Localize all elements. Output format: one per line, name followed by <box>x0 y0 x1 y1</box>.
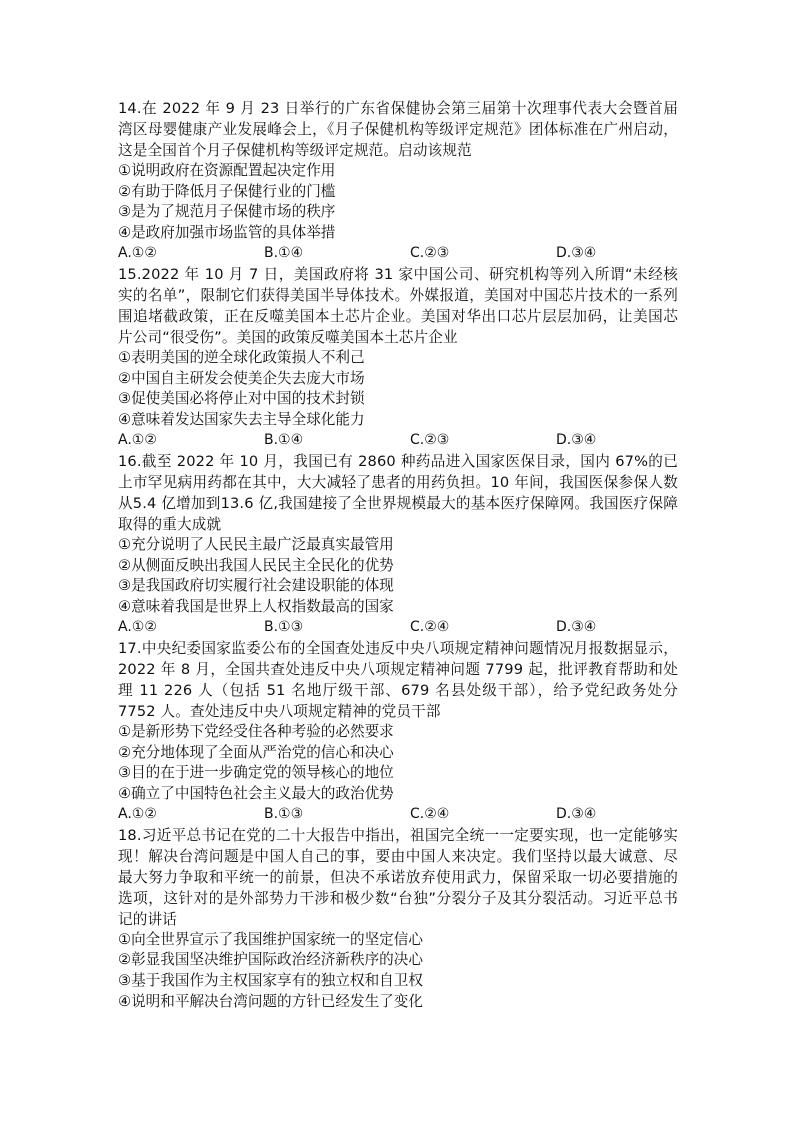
question-stem: 17.中央纪委国家监委公布的全国查处违反中央八项规定精神问题情况月报数据显示，2022 年 8 月，全国共查处违反中央八项规定精神问题 7799 起，批评教育帮助和处理 11 226 人（包括 51 名地厅级干部、679 名县处级干部），给予党纪政务处分 7752 人。查处违反中央八项规定精神的党员干部 <box>118 639 678 720</box>
choice-c: C.②④ <box>410 619 450 636</box>
choice-a: A.①② <box>118 245 157 262</box>
choice-d: D.③④ <box>556 619 597 636</box>
choice-c: C.②④ <box>410 806 450 823</box>
question-15 <box>118 264 678 451</box>
question-17 <box>118 638 678 825</box>
question-stem: 16.截至 2022 年 10 月，我国已有 2860 种药品进入国家医保目录，国内 67%的已上市罕见病用药都在其中，大大减轻了患者的用药负担。10 年间，我国医保参保人数从5.4 亿增加到13.6 亿,我国建接了全世界规模最大的基本医疗保障网。我国医疗保障取得的重大成就 <box>118 452 678 533</box>
choice-b: B.①③ <box>264 619 304 636</box>
choice-c: C.②③ <box>410 432 450 449</box>
option-2: ②从侧面反映出我国人民民主全民化的优势 <box>118 556 394 574</box>
choice-b: B.①④ <box>264 432 304 449</box>
choice-d: D.③④ <box>556 432 597 449</box>
option-2: ②充分地体现了全面从严治党的信心和决心 <box>118 743 394 761</box>
option-2: ②彰显我国坚决维护国际政治经济新秩序的决心 <box>118 951 423 969</box>
question-stem: 15.2022 年 10 月 7 日，美国政府将 31 家中国公司、研究机构等列入所谓“未经核实的名单”，限制它们获得美国半导体技术。外媒报道，美国对中国芯片技术的一系列围追堵截政策，正在反噬美国本土芯片企业。美国对华出口芯片层层加码，让美国芯片公司“很受伤”。美国的政策反噬美国本土芯片企业 <box>118 265 678 346</box>
option-3: ③基于我国作为主权国家享有的独立权和自卫权 <box>118 972 423 990</box>
question-16 <box>118 451 678 638</box>
choice-c: C.②③ <box>410 245 450 262</box>
option-1: ①表明美国的逆全球化政策损人不利己 <box>118 348 365 366</box>
option-1: ①向全世界宣示了我国维护国家统一的坚定信心 <box>118 930 423 948</box>
choice-d: D.③④ <box>556 806 597 823</box>
question-18 <box>118 825 678 1012</box>
choice-b: B.①④ <box>264 245 304 262</box>
option-1: ①是新形势下党经受住各种考验的必然要求 <box>118 722 394 740</box>
option-3: ③目的在于进一步确定党的领导核心的地位 <box>118 764 394 782</box>
exam-page <box>118 98 678 1012</box>
option-1: ①充分说明了人民民主最广泛最真实最管用 <box>118 535 394 553</box>
option-3: ③促使美国必将停止对中国的技术封锁 <box>118 390 365 408</box>
option-4: ④意味着发达国家失去主导全球化能力 <box>118 410 365 428</box>
option-3: ③是为了规范月子保健市场的秩序 <box>118 203 336 221</box>
choice-a: A.①② <box>118 806 157 823</box>
choice-a: A.①② <box>118 619 157 636</box>
option-2: ②有助于降低月子保健行业的门槛 <box>118 182 336 200</box>
answer-choices <box>118 617 678 638</box>
option-4: ④是政府加强市场监管的具体举措 <box>118 223 336 241</box>
choice-b: B.①③ <box>264 806 304 823</box>
option-4: ④意味着我国是世界上人权指数最高的国家 <box>118 597 394 615</box>
choice-d: D.③④ <box>556 245 597 262</box>
option-3: ③是我国政府切实履行社会建设职能的体现 <box>118 577 394 595</box>
question-stem: 18.习近平总书记在党的二十大报告中指出，祖国完全统一一定要实现，也一定能够实现！解决台湾问题是中国人自己的事，要由中国人来决定。我们坚持以最大诚意、尽最大努力争取和平统一的前景，但决不承诺放弃使用武力，保留采取一切必要措施的选项，这针对的是外部势力干涉和极少数“台独”分裂分子及其分裂活动。习近平总书记的讲话 <box>118 826 678 928</box>
answer-choices <box>118 804 678 825</box>
option-4: ④说明和平解决台湾问题的方针已经发生了变化 <box>118 992 423 1010</box>
answer-choices <box>118 430 678 451</box>
choice-a: A.①② <box>118 432 157 449</box>
question-stem: 14.在 2022 年 9 月 23 日举行的广东省保健协会第三届第十次理事代表大会暨首届湾区母婴健康产业发展峰会上，《月子保健机构等级评定规范》团体标准在广州启动，这是全国首个月子保健机构等级评定规范。启动该规范 <box>118 100 678 159</box>
question-14 <box>118 98 678 264</box>
option-2: ②中国自主研发会使美企失去庞大市场 <box>118 369 365 387</box>
answer-choices <box>118 243 678 264</box>
option-4: ④确立了中国特色社会主义最大的政治优势 <box>118 784 394 802</box>
option-1: ①说明政府在资源配置起决定作用 <box>118 162 336 179</box>
